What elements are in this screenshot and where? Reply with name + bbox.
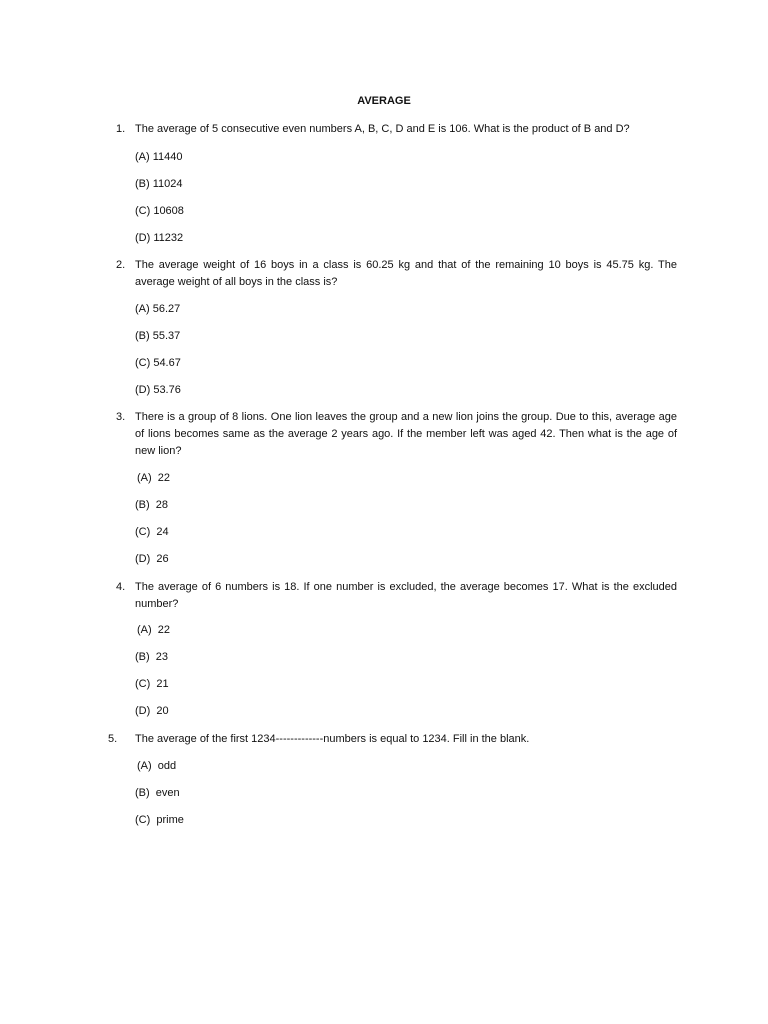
option-b: (B) 28: [135, 499, 169, 511]
option-b: (B) 23: [135, 651, 169, 663]
option-d: (D) 11232: [135, 232, 184, 244]
option-a: (A) odd: [137, 760, 177, 772]
option-c: (C) 10608: [135, 205, 184, 217]
question-text: The average of the first 1234-------------numbers is equal to 1234. Fill in the blank.: [135, 733, 530, 745]
option-a: (A) 22: [137, 472, 171, 484]
option-a: (A) 56.27: [135, 303, 181, 315]
option-b: (B) 11024: [135, 178, 183, 190]
option-c: (C) 21: [135, 678, 169, 690]
question-number: 2.: [116, 259, 126, 271]
option-b: (B) even: [135, 787, 180, 799]
option-d: (D) 53.76: [135, 384, 181, 396]
option-a: (A) 22: [137, 624, 171, 636]
option-a: (A) 11440: [135, 151, 183, 163]
question-text: The average of 5 consecutive even numbers A, B, C, D and E is 106. What is the product of B and D?: [135, 123, 630, 135]
option-d: (D) 20: [135, 705, 169, 717]
option-d: (D) 26: [135, 553, 169, 565]
question-number: 3.: [116, 411, 126, 423]
question-text: The average of 6 numbers is 18. If one number is excluded, the average becomes 17. What is the excluded number?: [135, 581, 677, 610]
question-number: 5.: [108, 733, 118, 745]
option-c: (C) prime: [135, 814, 184, 826]
question-text: There is a group of 8 lions. One lion leaves the group and a new lion joins the group. Due to this, average age of lions becomes same as the average 2 years ago. If the member left was aged 42. Then what is the age of new lion?: [135, 411, 677, 457]
question-number: 4.: [116, 581, 126, 593]
option-b: (B) 55.37: [135, 330, 181, 342]
option-c: (C) 54.67: [135, 357, 181, 369]
page-title: AVERAGE: [357, 95, 411, 107]
question-text: The average weight of 16 boys in a class is 60.25 kg and that of the remaining 10 boys is 45.75 kg. The average weight of all boys in the class is?: [135, 259, 677, 288]
option-c: (C) 24: [135, 526, 169, 538]
question-number: 1.: [116, 123, 126, 135]
